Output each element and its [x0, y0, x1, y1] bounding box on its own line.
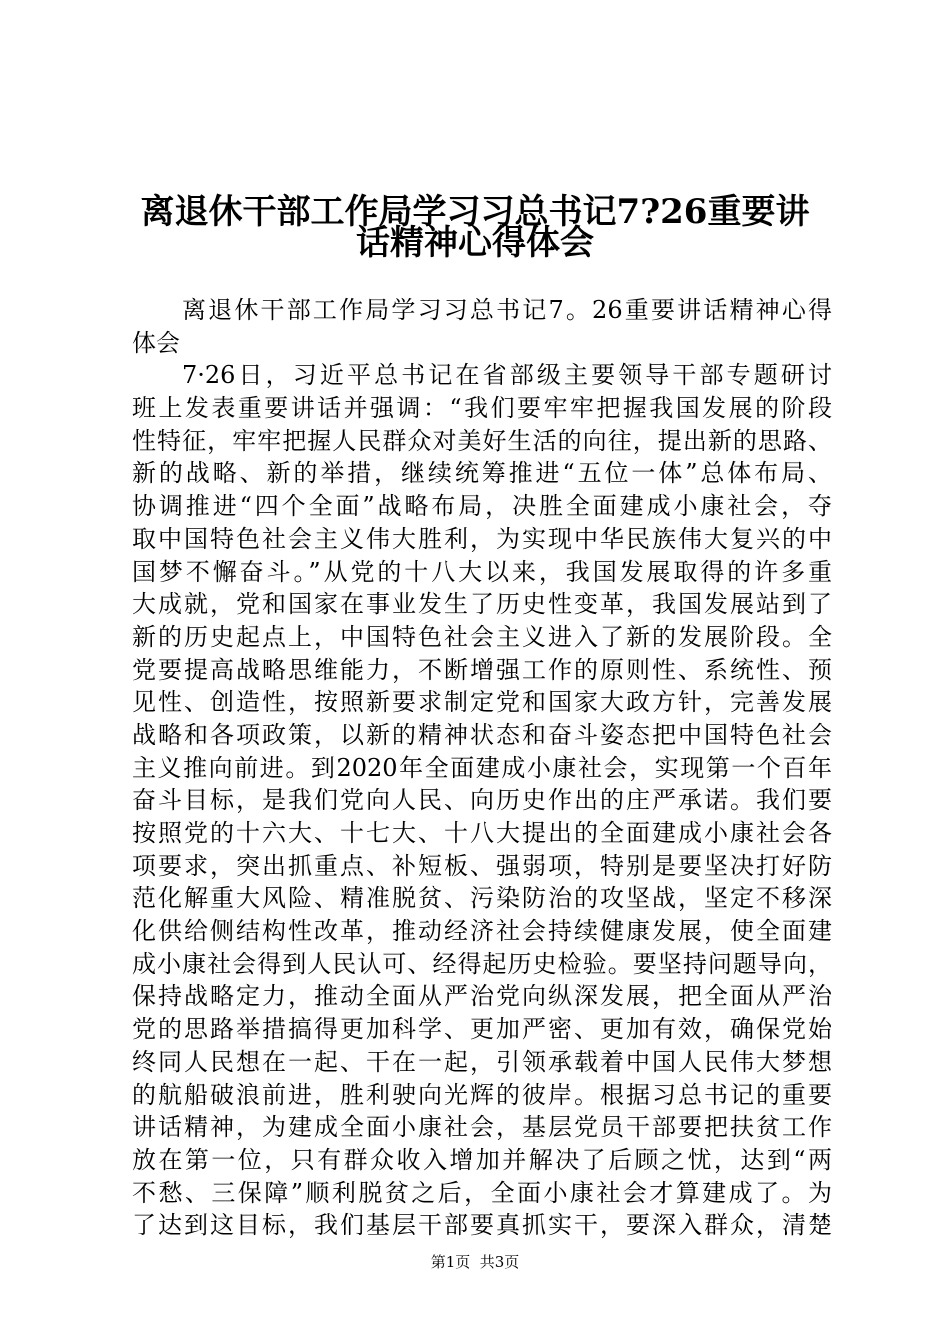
body-line: 战略和各项政策，以新的精神状态和奋斗姿态把中国特色社会	[132, 720, 832, 749]
body-line: 新的历史起点上，中国特色社会主义进入了新的发展阶段。全	[132, 622, 832, 651]
body-line: 保持战略定力，推动全面从严治党向纵深发展，把全面从严治	[132, 982, 832, 1011]
body-line: 见性、创造性，按照新要求制定党和国家大政方针，完善发展	[132, 688, 832, 717]
body-line: 终同人民想在一起、干在一起，引领承载着中国人民伟大梦想	[132, 1047, 832, 1076]
body-line: 7·26日，习近平总书记在省部级主要领导干部专题研讨	[182, 361, 832, 390]
body-line: 离退休干部工作局学习习总书记7。26重要讲话精神心得	[182, 296, 832, 324]
body-line: 讲话精神，为建成全面小康社会，基层党员干部要把扶贫工作	[132, 1113, 832, 1142]
body-line: 的航船破浪前进，胜利驶向光辉的彼岸。根据习总书记的重要	[132, 1080, 832, 1109]
body-line: 性特征，牢牢把握人民群众对美好生活的向往，提出新的思路、	[132, 426, 832, 455]
body-line: 项要求，突出抓重点、补短板、强弱项，特别是要坚决打好防	[132, 851, 832, 880]
body-line: 放在第一位，只有群众收入增加并解决了后顾之忧，达到“两	[132, 1145, 832, 1174]
body-line: 了达到这目标，我们基层干部要真抓实干，要深入群众，清楚	[132, 1211, 832, 1240]
body-line: 主义推向前进。到2020年全面建成小康社会，实现第一个百年	[132, 753, 832, 782]
page-footer: 第1页 共3页	[430, 1253, 520, 1271]
body-line: 范化解重大风险、精准脱贫、污染防治的攻坚战，坚定不移深	[132, 884, 832, 913]
body-line: 体会	[132, 328, 180, 357]
body-line: 国梦不懈奋斗。”从党的十八大以来，我国发展取得的许多重	[132, 557, 832, 586]
document-title-line-1: 离退休干部工作局学习习总书记7?26重要讲	[140, 192, 810, 232]
body-line: 班上发表重要讲话并强调：“我们要牢牢把握我国发展的阶段	[132, 394, 832, 423]
body-line: 取中国特色社会主义伟大胜利，为实现中华民族伟大复兴的中	[132, 524, 832, 553]
body-line: 新的战略、新的举措，继续统筹推进“五位一体”总体布局、	[132, 459, 832, 488]
body-line: 化供给侧结构性改革，推动经济社会持续健康发展，使全面建	[132, 917, 832, 946]
body-line: 奋斗目标，是我们党向人民、向历史作出的庄严承诺。我们要	[132, 786, 832, 815]
body-line: 按照党的十六大、十七大、十八大提出的全面建成小康社会各	[132, 819, 832, 847]
body-line: 不愁、三保障”顺利脱贫之后，全面小康社会才算建成了。为	[132, 1178, 832, 1207]
body-line: 大成就，党和国家在事业发生了历史性变革，我国发展站到了	[132, 590, 832, 619]
body-line: 党要提高战略思维能力，不断增强工作的原则性、系统性、预	[132, 655, 832, 684]
body-line: 党的思路举措搞得更加科学、更加严密、更加有效，确保党始	[132, 1015, 832, 1044]
document-body	[132, 294, 832, 1242]
body-line: 协调推进“四个全面”战略布局，决胜全面建成小康社会，夺	[132, 492, 832, 521]
document-title-line-2: 话精神心得体会	[356, 223, 594, 263]
body-line: 成小康社会得到人民认可、经得起历史检验。要坚持问题导向，	[132, 949, 832, 978]
